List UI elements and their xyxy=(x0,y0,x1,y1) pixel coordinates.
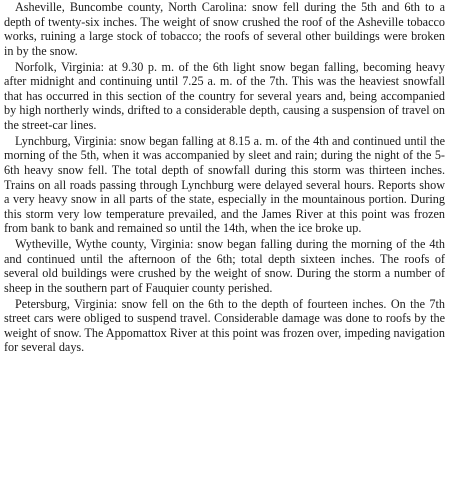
report-text: : snow began falling during the morning of the 4th and continued until the afternoon of the 6th; total depth sixteen inches. The roofs of several old buildings were crushed by the weight of snow. During the storm a number of sheep in the southern part of Fauquier county perished. xyxy=(4,237,445,295)
place-name: Asheville, Buncombe county, North Carolina xyxy=(15,0,244,14)
newspaper-column xyxy=(4,0,445,489)
place-name: Petersburg, Virginia xyxy=(15,296,114,311)
place-name: Norfolk, Virginia xyxy=(15,59,101,74)
report-wytheville xyxy=(4,237,445,295)
report-petersburg xyxy=(4,297,445,355)
place-name: Lynchburg, Virginia xyxy=(15,133,114,148)
place-name: Wytheville, Wythe county, Virginia xyxy=(15,237,190,252)
report-asheville xyxy=(4,0,445,58)
report-norfolk xyxy=(4,60,445,133)
report-text: : snow fell on the 6th to the depth of fourteen inches. On the 7th street cars were obliged to suspend travel. Considerable damage was done to roofs by the weight of snow. The Appomattox River at this point was frozen over, impeding navigation for several days. xyxy=(4,296,445,355)
report-text: : snow began falling at 8.15 a. m. of the 4th and continued until the morning of the 5th, when it was accompanied by sleet and rain; during the night of the 5-6th heavy snow fell. The total depth of snowfall during this storm was thirteen inches. Trains on all roads passing through Lynchburg were delayed several hours. Reports show a very heavy snow in all parts of the state, especially in the mountainous portion. During this storm very low temperature prevailed, and the James River at this point was frozen from bank to bank and remained so until the 14th, when the ice broke up. xyxy=(4,133,445,236)
report-text: : at 9.30 p. m. of the 6th light snow began falling, becoming heavy after midnight and continuing until 7.25 a. m. of the 7th. This was the heaviest snowfall that has occurred in this section of the country for several years and, being accompanied by high northerly winds, drifted to a considerable depth, causing a suspension of travel on the street-car lines. xyxy=(4,59,445,132)
report-lynchburg xyxy=(4,134,445,236)
report-text: : snow fell during the 5th and 6th to a depth of twenty-six inches. The weight of snow crushed the roof of the Asheville tobacco works, ruining a large stock of tobacco; the roofs of several other buildings were broken in by the snow. xyxy=(4,0,445,58)
